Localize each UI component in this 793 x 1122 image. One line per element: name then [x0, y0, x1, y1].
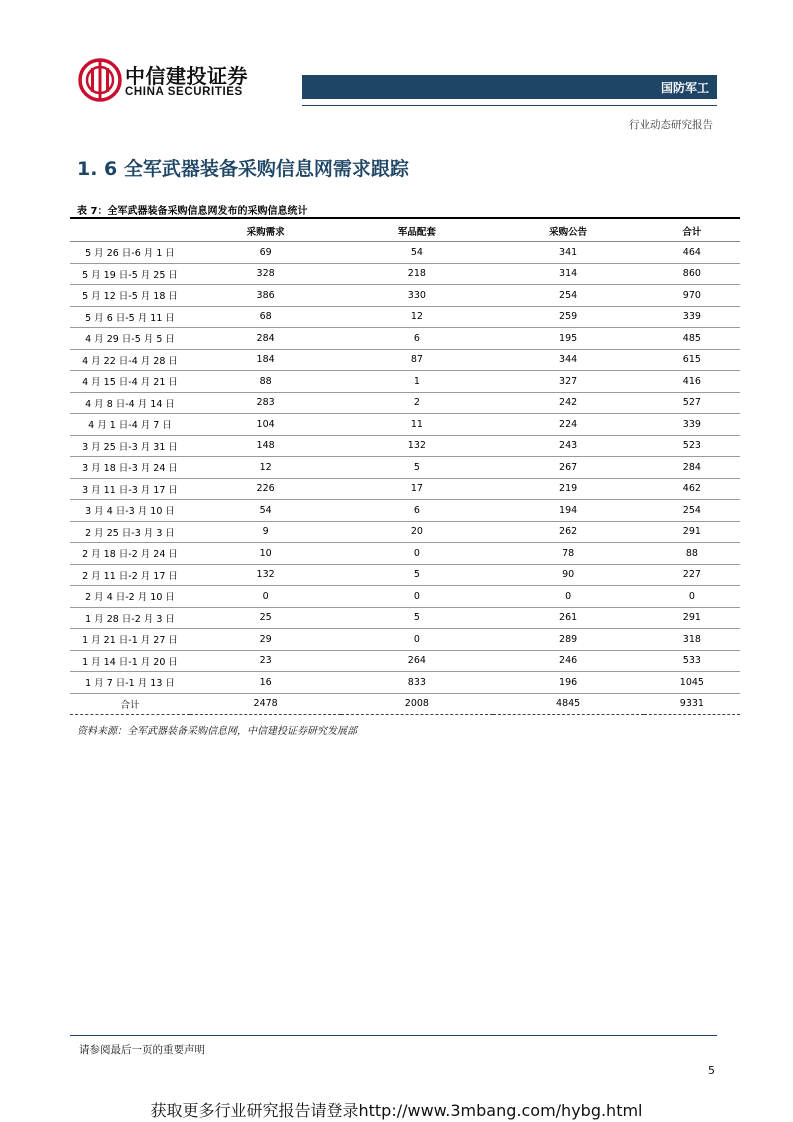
header-banner: [302, 75, 717, 99]
table-header-row: [70, 221, 740, 242]
table-cell: 0: [341, 629, 492, 651]
table-cell: 4 月 15 日-4 月 21 日: [70, 371, 190, 393]
table-cell: 4 月 22 日-4 月 28 日: [70, 349, 190, 371]
table-row: [70, 371, 740, 393]
table-cell: 54: [341, 242, 492, 264]
table-cell: 283: [190, 392, 341, 414]
table-cell: 1 月 28 日-2 月 3 日: [70, 607, 190, 629]
table-cell: 9331: [644, 693, 740, 715]
table-cell: 6: [341, 328, 492, 350]
table-row: [70, 478, 740, 500]
table-cell: 78: [493, 543, 644, 565]
table-cell: 339: [644, 306, 740, 328]
table-cell: 17: [341, 478, 492, 500]
table-cell: 3 月 4 日-3 月 10 日: [70, 500, 190, 522]
table-cell: 341: [493, 242, 644, 264]
table-row: [70, 500, 740, 522]
table-cell: 20: [341, 521, 492, 543]
table-cell: 1045: [644, 672, 740, 694]
table-row: [70, 564, 740, 586]
table-cell: 132: [190, 564, 341, 586]
table-row: [70, 414, 740, 436]
table-cell: 2478: [190, 693, 341, 715]
table-cell: 314: [493, 263, 644, 285]
section-title: 1. 6 全军武器装备采购信息网需求跟踪: [77, 158, 409, 180]
table-row: [70, 543, 740, 565]
column-header: 军品配套: [341, 221, 492, 242]
sector-label: 国防军工: [660, 81, 709, 95]
table-cell: 261: [493, 607, 644, 629]
table-cell: 246: [493, 650, 644, 672]
table-row: [70, 435, 740, 457]
table-cell: 970: [644, 285, 740, 307]
report-type-label: 行业动态研究报告: [629, 119, 713, 131]
table-cell: 4 月 29 日-5 月 5 日: [70, 328, 190, 350]
table-row: [70, 672, 740, 694]
table-row: [70, 328, 740, 350]
table-cell: 224: [493, 414, 644, 436]
procurement-statistics-table: [70, 221, 740, 715]
disclaimer-text: 请参阅最后一页的重要声明: [79, 1044, 205, 1056]
table-cell: 29: [190, 629, 341, 651]
table-cell: 3 月 18 日-3 月 24 日: [70, 457, 190, 479]
table-cell: 88: [644, 543, 740, 565]
table-cell: 88: [190, 371, 341, 393]
column-header: 采购公告: [493, 221, 644, 242]
table-cell: 9: [190, 521, 341, 543]
table-cell: 218: [341, 263, 492, 285]
table-cell: 227: [644, 564, 740, 586]
table-cell: 194: [493, 500, 644, 522]
table-cell: 259: [493, 306, 644, 328]
table-row: [70, 349, 740, 371]
table-cell: 195: [493, 328, 644, 350]
table-cell: 184: [190, 349, 341, 371]
china-securities-logo-icon: [78, 58, 122, 102]
table-cell: 284: [190, 328, 341, 350]
table-cell: 1 月 14 日-1 月 20 日: [70, 650, 190, 672]
table-body: [70, 242, 740, 694]
table-row: [70, 263, 740, 285]
table-cell: 5: [341, 564, 492, 586]
table-cell: 11: [341, 414, 492, 436]
page-number: 5: [708, 1064, 715, 1077]
table-cell: 5 月 6 日-5 月 11 日: [70, 306, 190, 328]
table-cell: 318: [644, 629, 740, 651]
table-cell: 0: [493, 586, 644, 608]
table-cell: 262: [493, 521, 644, 543]
table-cell: 3 月 25 日-3 月 31 日: [70, 435, 190, 457]
table-row: [70, 285, 740, 307]
table-cell: 69: [190, 242, 341, 264]
table-cell: 344: [493, 349, 644, 371]
table-cell: 68: [190, 306, 341, 328]
table-cell: 527: [644, 392, 740, 414]
header-divider: [302, 105, 717, 106]
footer-divider: [70, 1035, 717, 1036]
table-cell: 2008: [341, 693, 492, 715]
watermark-link-text: 获取更多行业研究报告请登录http://www.3mbang.com/hybg.html: [150, 1101, 643, 1120]
table-cell: 254: [644, 500, 740, 522]
table-cell: 2 月 11 日-2 月 17 日: [70, 564, 190, 586]
column-header: 合计: [644, 221, 740, 242]
table-cell: 0: [341, 543, 492, 565]
table-cell: 462: [644, 478, 740, 500]
table-cell: 132: [341, 435, 492, 457]
table-cell: 12: [190, 457, 341, 479]
table-cell: 242: [493, 392, 644, 414]
table-cell: 267: [493, 457, 644, 479]
table-row: [70, 629, 740, 651]
table-cell: 328: [190, 263, 341, 285]
table-cell: 615: [644, 349, 740, 371]
table-cell: 5 月 12 日-5 月 18 日: [70, 285, 190, 307]
table-cell: 104: [190, 414, 341, 436]
column-header: [70, 221, 190, 242]
column-header: 采购需求: [190, 221, 341, 242]
table-row: [70, 242, 740, 264]
table-cell: 291: [644, 607, 740, 629]
table-cell: 196: [493, 672, 644, 694]
table-cell: 1 月 21 日-1 月 27 日: [70, 629, 190, 651]
table-cell: 合计: [70, 693, 190, 715]
table-cell: 23: [190, 650, 341, 672]
table-cell: 4 月 8 日-4 月 14 日: [70, 392, 190, 414]
table-cell: 219: [493, 478, 644, 500]
table-cell: 291: [644, 521, 740, 543]
table-cell: 0: [190, 586, 341, 608]
table-cell: 1 月 7 日-1 月 13 日: [70, 672, 190, 694]
table-cell: 2 月 25 日-3 月 3 日: [70, 521, 190, 543]
table-cell: 330: [341, 285, 492, 307]
table-cell: 6: [341, 500, 492, 522]
table-cell: 54: [190, 500, 341, 522]
table-row: [70, 457, 740, 479]
table-cell: 226: [190, 478, 341, 500]
table-cell: 5 月 19 日-5 月 25 日: [70, 263, 190, 285]
table-row: [70, 306, 740, 328]
table-cell: 148: [190, 435, 341, 457]
table-row: [70, 392, 740, 414]
table-cell: 4 月 1 日-4 月 7 日: [70, 414, 190, 436]
table-row: [70, 607, 740, 629]
table-cell: 485: [644, 328, 740, 350]
table-cell: 5: [341, 457, 492, 479]
table-cell: 254: [493, 285, 644, 307]
table-cell: 2 月 18 日-2 月 24 日: [70, 543, 190, 565]
table-row: [70, 586, 740, 608]
logo-chinese-name: 中信建投证券: [125, 64, 248, 88]
table-cell: 1: [341, 371, 492, 393]
table-total-row: [70, 693, 740, 715]
table-cell: 416: [644, 371, 740, 393]
table-caption: 表 7：全军武器装备采购信息网发布的采购信息统计: [77, 206, 308, 217]
table-cell: 90: [493, 564, 644, 586]
table-row: [70, 521, 740, 543]
table-cell: 0: [644, 586, 740, 608]
table-cell: 4845: [493, 693, 644, 715]
table-cell: 0: [341, 586, 492, 608]
table-top-rule: [70, 217, 740, 219]
table-cell: 16: [190, 672, 341, 694]
table-cell: 386: [190, 285, 341, 307]
table-cell: 243: [493, 435, 644, 457]
table-source-note: 资料来源：全军武器装备采购信息网，中信建投证券研究发展部: [77, 726, 357, 737]
logo-english-name: CHINA SECURITIES: [125, 86, 243, 98]
table-cell: 25: [190, 607, 341, 629]
table-cell: 12: [341, 306, 492, 328]
table-cell: 523: [644, 435, 740, 457]
table-cell: 5 月 26 日-6 月 1 日: [70, 242, 190, 264]
table-cell: 264: [341, 650, 492, 672]
table-cell: 284: [644, 457, 740, 479]
table-cell: 3 月 11 日-3 月 17 日: [70, 478, 190, 500]
table-cell: 833: [341, 672, 492, 694]
table-cell: 533: [644, 650, 740, 672]
table-cell: 327: [493, 371, 644, 393]
table-cell: 5: [341, 607, 492, 629]
table-cell: 289: [493, 629, 644, 651]
table-cell: 860: [644, 263, 740, 285]
table-cell: 2 月 4 日-2 月 10 日: [70, 586, 190, 608]
table-cell: 339: [644, 414, 740, 436]
table-cell: 464: [644, 242, 740, 264]
table-cell: 87: [341, 349, 492, 371]
table-cell: 10: [190, 543, 341, 565]
company-logo: [78, 58, 258, 104]
table-row: [70, 650, 740, 672]
table-cell: 2: [341, 392, 492, 414]
